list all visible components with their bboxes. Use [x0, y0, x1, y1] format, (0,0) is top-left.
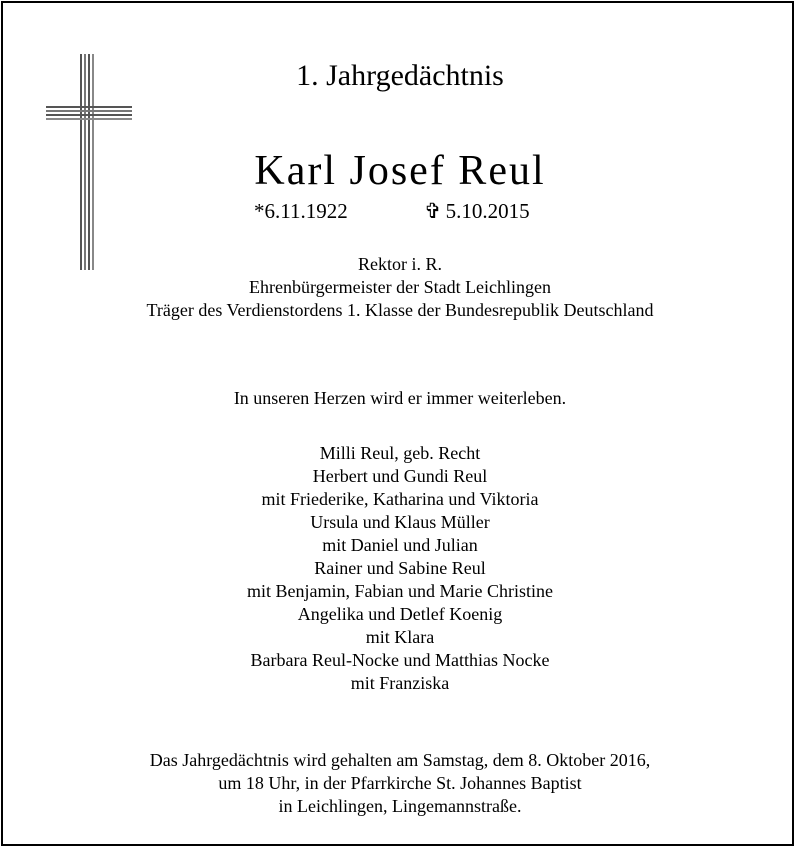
deceased-name: Karl Josef Reul [254, 148, 546, 194]
family-line: mit Daniel und Julian [322, 535, 478, 555]
service-line: in Leichlingen, Lingemannstraße. [278, 796, 522, 816]
death-date: 5.10.2015 [445, 199, 530, 223]
anniversary-heading: 1. Jahrgedächtnis [296, 59, 504, 92]
title-line: Träger des Verdienstordens 1. Klasse der Bundesrepublik Deutschland [146, 300, 654, 320]
death-date-group [424, 197, 530, 225]
family-line: mit Franziska [350, 673, 450, 693]
family-line: mit Benjamin, Fabian und Marie Christine [247, 581, 553, 601]
family-line: Rainer und Sabine Reul [314, 558, 486, 578]
family-list [0, 442, 800, 695]
family-line: Herbert und Gundi Reul [312, 466, 488, 486]
title-line: Rektor i. R. [358, 254, 442, 274]
family-line: Ursula und Klaus Müller [310, 512, 490, 532]
death-cross-icon: ✞ [424, 199, 442, 223]
title-line: Ehrenbürgermeister der Stadt Leichlingen [248, 277, 552, 297]
memorial-motto: In unseren Herzen wird er immer weiterleben. [233, 388, 567, 408]
family-line: mit Friederike, Katharina und Viktoria [261, 489, 539, 509]
service-info [0, 749, 800, 818]
service-line: um 18 Uhr, in der Pfarrkirche St. Johannes Baptist [218, 773, 582, 793]
family-line: mit Klara [365, 627, 435, 647]
family-line: Angelika und Detlef Koenig [297, 604, 503, 624]
birth-date: *6.11.1922 [254, 199, 348, 223]
family-line: Milli Reul, geb. Recht [319, 443, 481, 463]
honorary-titles [0, 253, 800, 322]
service-line: Das Jahrgedächtnis wird gehalten am Samstag, dem 8. Oktober 2016, [149, 750, 651, 770]
family-line: Barbara Reul-Nocke und Matthias Nocke [250, 650, 550, 670]
